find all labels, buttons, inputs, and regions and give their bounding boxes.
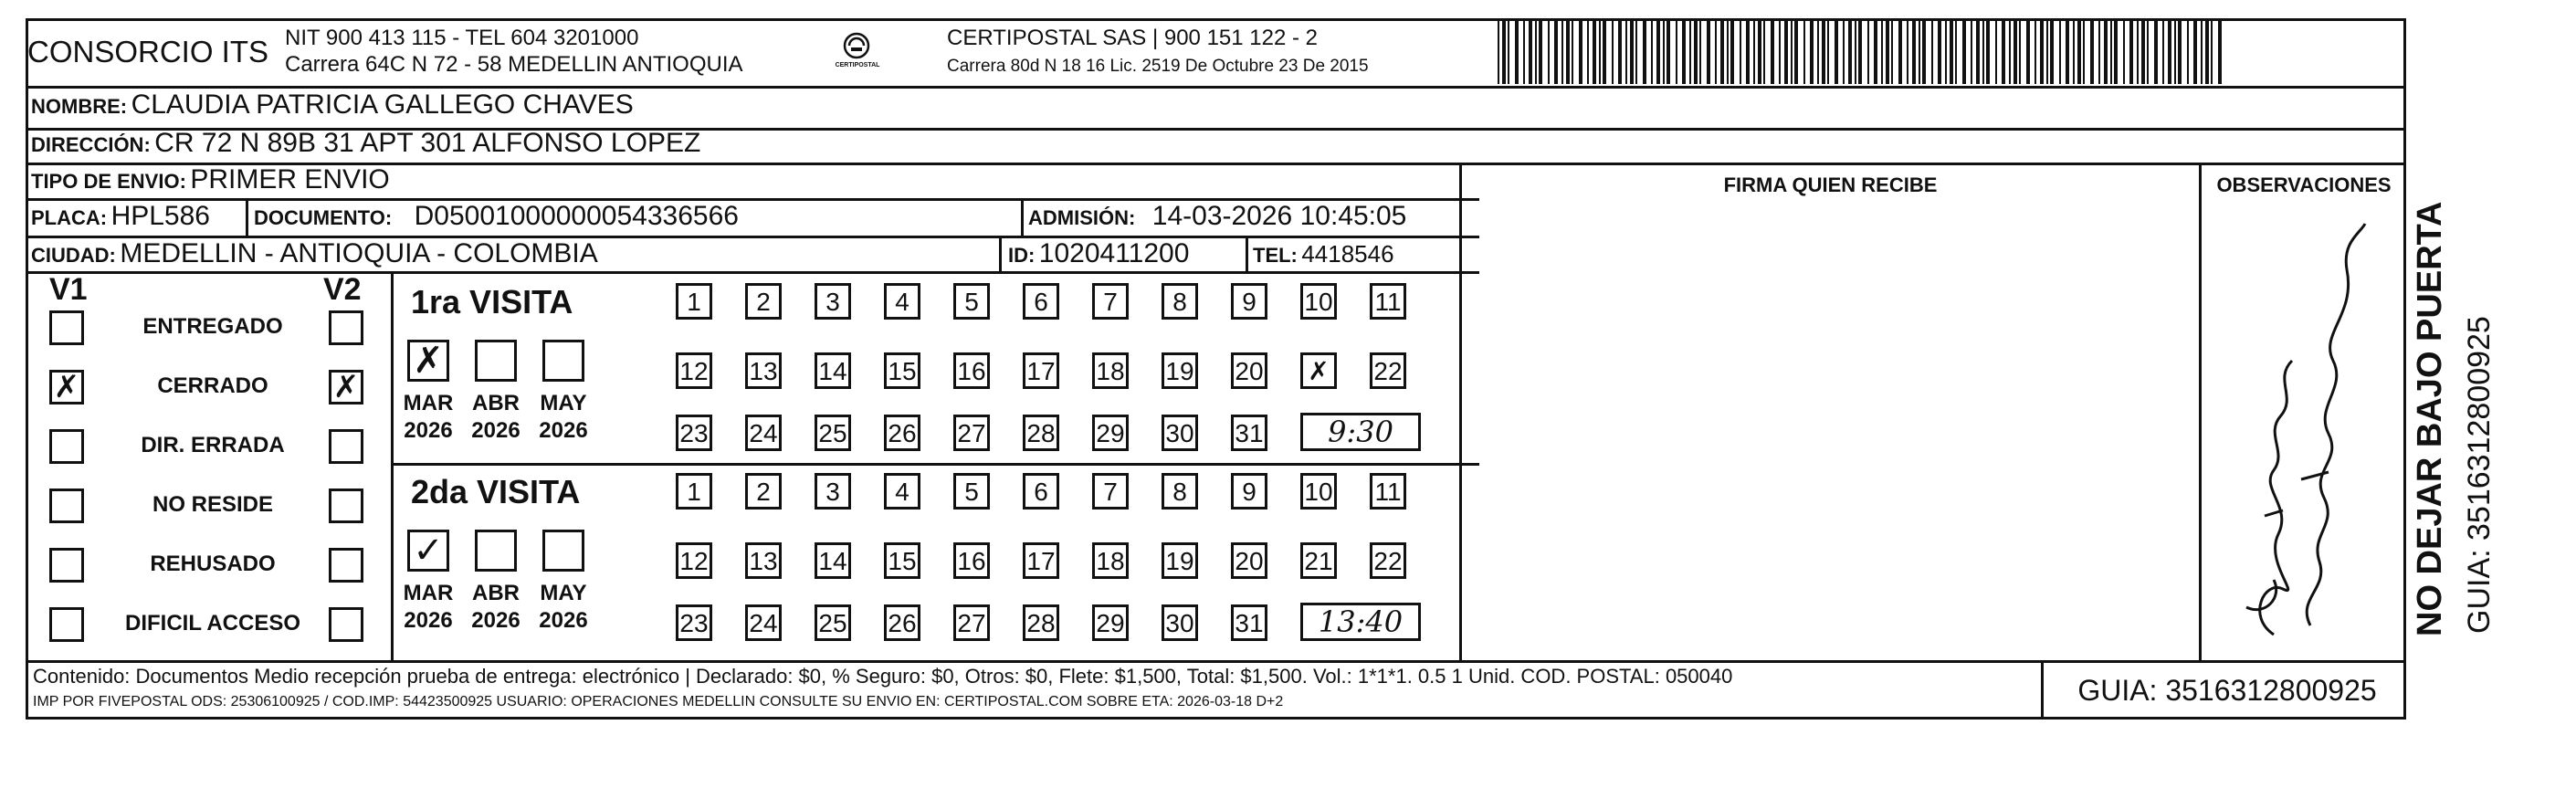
barcode-bar <box>1907 20 1908 84</box>
logo-text: CERTIPOSTAL <box>835 62 880 68</box>
status-label: REHUSADO <box>150 552 276 576</box>
barcode-bar <box>1976 20 1980 84</box>
day-box[interactable]: 28 <box>1023 604 1059 641</box>
tipo-row <box>31 164 390 195</box>
barcode-bar <box>1922 20 1926 84</box>
barcode-bar <box>1593 20 1596 84</box>
day-box[interactable]: 5 <box>953 473 990 510</box>
day-box[interactable]: 31 <box>1231 604 1267 641</box>
day-box[interactable]: 7 <box>1092 473 1129 510</box>
direccion-value: CR 72 N 89B 31 APT 301 ALFONSO LOPEZ <box>154 128 701 158</box>
day-box[interactable]: 9 <box>1231 473 1267 510</box>
month-year: 2026 <box>404 418 453 443</box>
v1-checkbox[interactable] <box>49 607 84 642</box>
day-box[interactable]: 27 <box>953 415 990 451</box>
barcode-bar <box>1699 20 1701 84</box>
barcode-bar <box>2174 20 2176 84</box>
barcode-bar <box>1986 20 1990 84</box>
barcode-bar <box>1784 20 1788 84</box>
day-box[interactable]: ✗ <box>1300 352 1337 389</box>
day-box[interactable]: 2 <box>745 473 782 510</box>
barcode-bar <box>2040 20 2044 84</box>
handwritten-observation <box>2210 215 2392 653</box>
barcode-bar <box>2066 20 2069 84</box>
carrier-address: Carrera 80d N 18 16 Lic. 2519 De Octubre 23 De 2015 <box>947 57 1369 76</box>
barcode-bar <box>1730 20 1734 84</box>
barcode-bar <box>1539 20 1542 84</box>
side-guia: GUIA: 3516312800925 <box>2462 316 2497 634</box>
barcode-bar <box>2098 20 2100 84</box>
barcode-bar <box>1955 20 1957 84</box>
barcode-bar <box>2050 20 2054 84</box>
barcode-bar <box>1810 20 1814 84</box>
barcode-bar <box>2154 20 2158 84</box>
v2-checkbox[interactable] <box>329 310 363 345</box>
ciudad-value: MEDELLIN - ANTIOQUIA - COLOMBIA <box>120 238 598 268</box>
barcode-bar <box>1548 20 1550 84</box>
day-box[interactable]: 13 <box>745 352 782 389</box>
v2-checkbox[interactable] <box>329 548 363 583</box>
barcode-bar <box>1715 20 1717 84</box>
barcode-bar <box>1603 20 1606 84</box>
barcode-bar <box>1498 20 1499 84</box>
day-box[interactable]: 19 <box>1162 352 1198 389</box>
v2-checkbox[interactable]: ✗ <box>329 370 363 404</box>
status-label: NO RESIDE <box>152 492 274 517</box>
month-checkbox[interactable]: ✓ <box>407 530 449 572</box>
tel-label: TEL: <box>1253 244 1298 267</box>
barcode-bar <box>1694 20 1698 84</box>
visit-time[interactable]: 13:40 <box>1300 603 1421 641</box>
barcode-bar <box>2073 20 2075 84</box>
direccion-label: DIRECCIÓN: <box>31 133 151 156</box>
barcode-bar <box>2162 20 2164 84</box>
barcode-bar <box>1689 20 1691 84</box>
v2-checkbox[interactable] <box>329 607 363 642</box>
barcode-bar <box>2218 20 2222 84</box>
barcode-bar <box>1663 20 1665 84</box>
barcode-bar <box>2110 20 2112 84</box>
barcode-bar <box>1529 20 1532 84</box>
day-box[interactable]: 6 <box>1023 473 1059 510</box>
status-label: ENTREGADO <box>142 314 283 339</box>
barcode-bar <box>1746 20 1750 84</box>
barcode-bar <box>1643 20 1646 84</box>
v2-header: V2 <box>323 272 362 307</box>
tel-cell <box>1253 240 1394 268</box>
day-box[interactable]: 14 <box>815 542 851 579</box>
barcode-bar <box>1771 20 1774 84</box>
day-box[interactable]: 19 <box>1162 542 1198 579</box>
barcode-bar <box>2013 20 2017 84</box>
barcode-bar <box>2147 20 2149 84</box>
barcode-bar <box>2114 20 2118 84</box>
barcode-bar <box>1579 20 1582 84</box>
month-name: MAR <box>403 581 454 605</box>
firma-header: FIRMA QUIEN RECIBE <box>1723 173 1938 196</box>
status-label: DIR. ERRADA <box>141 433 285 457</box>
barcode-bar <box>1667 20 1670 84</box>
day-box[interactable]: 3 <box>815 473 851 510</box>
nombre-value: CLAUDIA PATRICIA GALLEGO CHAVES <box>131 89 634 120</box>
footer-guia: GUIA: 3516312800925 <box>2077 674 2377 707</box>
barcode-bar <box>1763 20 1765 84</box>
day-box[interactable]: 16 <box>953 542 990 579</box>
day-box[interactable]: 12 <box>676 542 712 579</box>
carrier-line: CERTIPOSTAL SAS | 900 151 122 - 2 <box>947 26 1318 50</box>
barcode-bar <box>1625 20 1627 84</box>
day-box[interactable]: 21 <box>1300 542 1337 579</box>
barcode-bar <box>1898 20 1902 84</box>
day-box[interactable]: 29 <box>1092 415 1129 451</box>
barcode-bar <box>1502 20 1506 84</box>
barcode-bar <box>2104 20 2108 84</box>
barcode-bar <box>1971 20 1972 84</box>
barcode-bar <box>1794 20 1798 84</box>
observaciones-header: OBSERVACIONES <box>2216 173 2392 196</box>
barcode-bar <box>1758 20 1761 84</box>
barcode-bar <box>1676 20 1677 84</box>
barcode-bar <box>1566 20 1570 84</box>
barcode-bar <box>2090 20 2094 84</box>
barcode-bar <box>2193 20 2197 84</box>
barcode-bar <box>1651 20 1653 84</box>
barcode-bar <box>1874 20 1877 84</box>
v1-checkbox[interactable]: ✗ <box>49 370 84 404</box>
barcode-bar <box>1618 20 1622 84</box>
barcode-bar <box>1630 20 1634 84</box>
status-label: CERRADO <box>157 373 268 398</box>
day-box[interactable]: 11 <box>1370 473 1406 510</box>
month-name: MAR <box>403 391 454 415</box>
barcode-bar <box>1779 20 1781 84</box>
admision-cell <box>1028 201 1406 232</box>
barcode-bar <box>1822 20 1825 84</box>
side-warning: NO DEJAR BAJO PUERTA <box>2411 201 2449 636</box>
day-box[interactable]: 20 <box>1231 352 1267 389</box>
barcode-bar <box>2137 20 2139 84</box>
barcode-bar <box>1740 20 1741 84</box>
documento-cell <box>254 201 739 232</box>
ciudad-label: CIUDAD: <box>31 244 116 267</box>
barcode-bar <box>2123 20 2125 84</box>
barcode-bar <box>2019 20 2021 84</box>
month-year: 2026 <box>539 418 588 443</box>
barcode-bar <box>2002 20 2005 84</box>
month-checkbox[interactable] <box>542 340 584 382</box>
day-box[interactable]: 18 <box>1092 542 1129 579</box>
admision-value: 14-03-2026 10:45:05 <box>1151 201 1407 231</box>
day-box[interactable]: 31 <box>1231 415 1267 451</box>
day-box[interactable]: 8 <box>1162 473 1198 510</box>
day-box[interactable]: 11 <box>1370 283 1406 320</box>
day-box[interactable]: 17 <box>1023 352 1059 389</box>
barcode-bar <box>1572 20 1573 84</box>
day-box[interactable]: 24 <box>745 415 782 451</box>
day-box[interactable]: 1 <box>676 473 712 510</box>
month-checkbox[interactable]: ✗ <box>407 340 449 382</box>
barcode-bar <box>1561 20 1563 84</box>
day-box[interactable]: 10 <box>1300 283 1337 320</box>
barcode-bar <box>1867 20 1869 84</box>
day-box[interactable]: 26 <box>884 415 920 451</box>
barcode-bar <box>2077 20 2081 84</box>
barcode-bar <box>2168 20 2171 84</box>
barcode-bar <box>1827 20 1829 84</box>
barcode-bar <box>1931 20 1933 84</box>
document-frame <box>26 18 2406 720</box>
day-box[interactable]: 7 <box>1092 283 1129 320</box>
v2-checkbox[interactable] <box>329 429 363 464</box>
barcode-bar <box>1535 20 1537 84</box>
day-box[interactable]: 13 <box>745 542 782 579</box>
month-name: ABR <box>472 581 520 605</box>
id-cell <box>1008 238 1189 269</box>
day-box[interactable]: 28 <box>1023 415 1059 451</box>
month-checkbox[interactable] <box>542 530 584 572</box>
visit-title: 1ra VISITA <box>411 283 573 320</box>
barcode-bar <box>2129 20 2133 84</box>
day-box[interactable]: 27 <box>953 604 990 641</box>
barcode-bar <box>1791 20 1793 84</box>
barcode-bar <box>1995 20 1997 84</box>
barcode-bar <box>1938 20 1941 84</box>
day-box[interactable]: 15 <box>884 352 920 389</box>
barcode <box>1498 20 2228 84</box>
tipo-value: PRIMER ENVIO <box>190 164 390 194</box>
day-box[interactable]: 9 <box>1231 283 1267 320</box>
month-year: 2026 <box>404 608 453 633</box>
day-box[interactable]: 23 <box>676 604 712 641</box>
certipostal-logo <box>831 27 882 79</box>
barcode-bar <box>2178 20 2182 84</box>
barcode-bar <box>2187 20 2189 84</box>
day-box[interactable]: 3 <box>815 283 851 320</box>
month-year: 2026 <box>471 418 520 443</box>
barcode-bar <box>2046 20 2048 84</box>
barcode-bar <box>2059 20 2061 84</box>
barcode-bar <box>2205 20 2209 84</box>
company-name: CONSORCIO ITS <box>27 35 269 68</box>
nit-line: NIT 900 413 115 - TEL 604 3201000 <box>285 26 639 50</box>
day-box[interactable]: 12 <box>676 352 712 389</box>
barcode-bar <box>1599 20 1601 84</box>
barcode-bar <box>1720 20 1724 84</box>
month-checkbox[interactable] <box>475 340 517 382</box>
barcode-bar <box>1886 20 1889 84</box>
day-box[interactable]: 30 <box>1162 604 1198 641</box>
barcode-bar <box>1587 20 1589 84</box>
barcode-bar <box>1919 20 1920 84</box>
footer-contenido: Contenido: Documentos Medio recepción prueba de entrega: electrónico | Declarado: $0, % Seguro: $0, Otros: $0, Flete: $1,500, Total: $1,500. Vol.: 1*1*1. 0.5 1 Unid. COD. POSTAL: 050040 <box>33 665 1733 688</box>
month-year: 2026 <box>471 608 520 633</box>
day-box[interactable]: 10 <box>1300 473 1337 510</box>
month-name: MAY <box>540 391 587 415</box>
id-value: 1020411200 <box>1038 238 1190 268</box>
barcode-bar <box>1612 20 1614 84</box>
id-label: ID: <box>1008 244 1036 267</box>
barcode-bar <box>1753 20 1755 84</box>
tipo-label: TIPO DE ENVIO: <box>31 170 186 193</box>
day-box[interactable]: 4 <box>884 283 920 320</box>
day-box[interactable]: 25 <box>815 415 851 451</box>
v1-checkbox[interactable] <box>49 548 84 583</box>
day-box[interactable]: 18 <box>1092 352 1129 389</box>
day-box[interactable]: 29 <box>1092 604 1129 641</box>
barcode-bar <box>1508 20 1509 84</box>
ciudad-cell <box>31 238 598 269</box>
barcode-bar <box>2035 20 2036 84</box>
day-box[interactable]: 22 <box>1370 352 1406 389</box>
barcode-bar <box>1858 20 1862 84</box>
barcode-bar <box>1881 20 1883 84</box>
v2-checkbox[interactable] <box>329 489 363 523</box>
month-name: MAY <box>540 581 587 605</box>
barcode-bar <box>1554 20 1558 84</box>
barcode-bar <box>1891 20 1893 84</box>
company-address: Carrera 64C N 72 - 58 MEDELLIN ANTIOQUIA <box>285 52 743 77</box>
barcode-bar <box>1817 20 1819 84</box>
barcode-bar <box>1912 20 1916 84</box>
barcode-bar <box>2141 20 2145 84</box>
barcode-bar <box>1982 20 1984 84</box>
barcode-bar <box>1635 20 1637 84</box>
day-box[interactable]: 26 <box>884 604 920 641</box>
v1-checkbox[interactable] <box>49 489 84 523</box>
day-box[interactable]: 5 <box>953 283 990 320</box>
day-box[interactable]: 24 <box>745 604 782 641</box>
placa-label: PLACA: <box>31 206 108 229</box>
day-box[interactable]: 15 <box>884 542 920 579</box>
status-label: DIFICIL ACCESO <box>124 611 300 636</box>
barcode-bar <box>1962 20 1966 84</box>
barcode-bar <box>1727 20 1729 84</box>
placa-cell <box>31 201 210 232</box>
nombre-label: NOMBRE: <box>31 95 128 118</box>
tel-value: 4418546 <box>1301 240 1394 268</box>
day-box[interactable]: 20 <box>1231 542 1267 579</box>
barcode-bar <box>1707 20 1710 84</box>
barcode-bar <box>2009 20 2011 84</box>
barcode-bar <box>1945 20 1947 84</box>
barcode-bar <box>2201 20 2203 84</box>
day-box[interactable]: 16 <box>953 352 990 389</box>
month-name: ABR <box>472 391 520 415</box>
day-box[interactable]: 25 <box>815 604 851 641</box>
v1-checkbox[interactable] <box>49 429 84 464</box>
v1-checkbox[interactable] <box>49 310 84 345</box>
barcode-bar <box>1835 20 1838 84</box>
nombre-row <box>31 89 634 121</box>
day-box[interactable]: 1 <box>676 283 712 320</box>
barcode-bar <box>1843 20 1845 84</box>
day-box[interactable]: 22 <box>1370 542 1406 579</box>
admision-label: ADMISIÓN: <box>1028 206 1136 229</box>
barcode-bar <box>2211 20 2213 84</box>
day-box[interactable]: 30 <box>1162 415 1198 451</box>
day-box[interactable]: 2 <box>745 283 782 320</box>
barcode-bar <box>1950 20 1953 84</box>
direccion-row <box>31 128 700 159</box>
barcode-bar <box>1803 20 1805 84</box>
footer-imp: IMP POR FIVEPOSTAL ODS: 25306100925 / COD.IMP: 54423500925 USUARIO: OPERACIONES MEDELLIN CONSULTE SU ENVIO EN: CERTIPOSTAL.COM SOBRE ETA: 2026-03-18 D+2 <box>33 694 1284 709</box>
visit-time[interactable]: 9:30 <box>1300 413 1421 451</box>
day-box[interactable]: 8 <box>1162 283 1198 320</box>
barcode-bar <box>1656 20 1660 84</box>
barcode-bar <box>2026 20 2030 84</box>
month-year: 2026 <box>539 608 588 633</box>
month-checkbox[interactable] <box>475 530 517 572</box>
day-box[interactable]: 14 <box>815 352 851 389</box>
barcode-bar <box>1682 20 1686 84</box>
barcode-bar <box>1855 20 1856 84</box>
barcode-bar <box>1848 20 1852 84</box>
day-box[interactable]: 17 <box>1023 542 1059 579</box>
barcode-bar <box>1515 20 1519 84</box>
v1-header: V1 <box>49 272 88 307</box>
documento-label: DOCUMENTO: <box>254 206 393 229</box>
barcode-bar <box>2083 20 2085 84</box>
placa-value: HPL586 <box>110 201 210 231</box>
day-box[interactable]: 23 <box>676 415 712 451</box>
day-box[interactable]: 6 <box>1023 283 1059 320</box>
visit-title: 2da VISITA <box>411 473 581 510</box>
day-box[interactable]: 4 <box>884 473 920 510</box>
documento-value: D05001000000054336566 <box>414 201 739 231</box>
barcode-bar <box>1523 20 1525 84</box>
